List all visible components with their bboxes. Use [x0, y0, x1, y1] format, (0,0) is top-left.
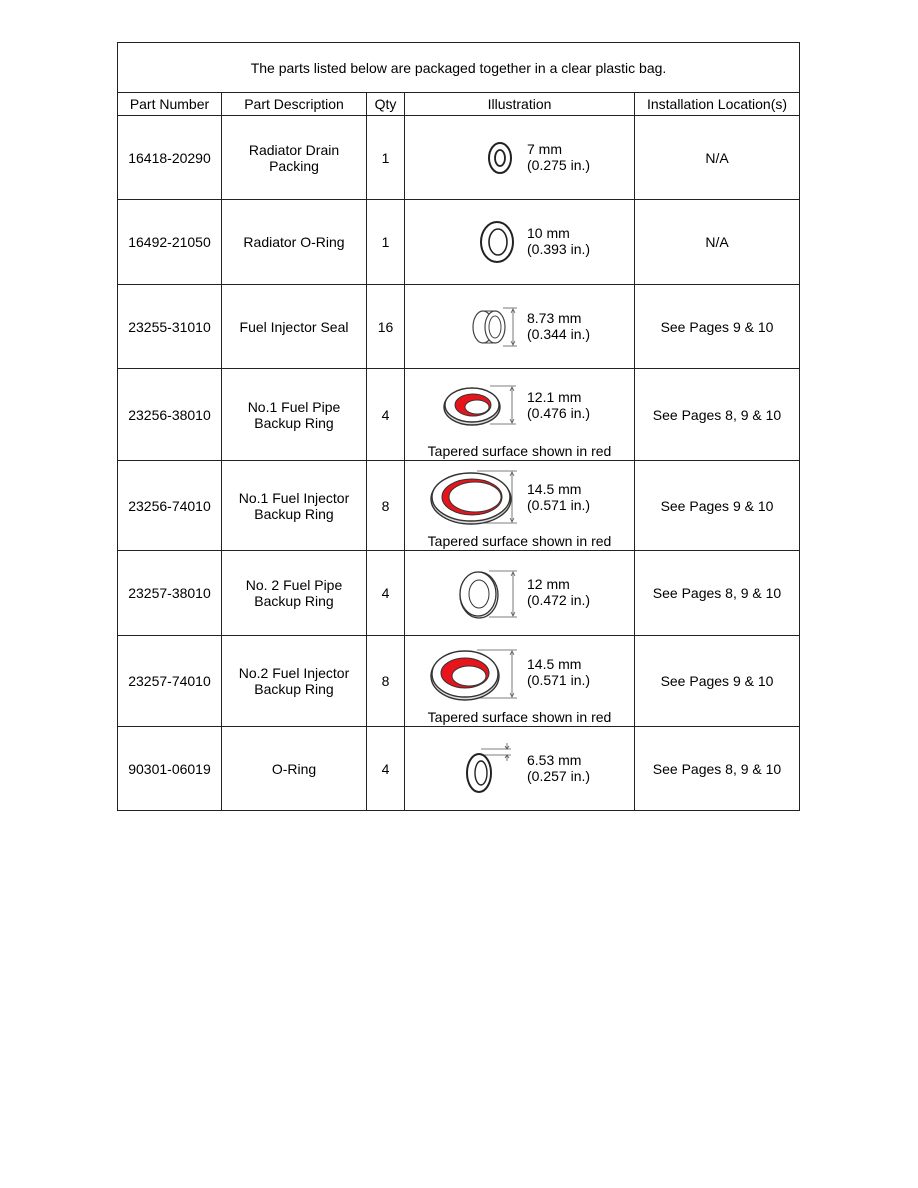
description-cell	[222, 727, 367, 811]
illustration-cell	[405, 285, 635, 369]
qty-cell: 16	[367, 285, 405, 369]
table-row	[118, 285, 800, 369]
dimension-mm: 7 mm	[527, 141, 562, 157]
header-part-description: Part Description	[222, 93, 367, 116]
o-ring-icon	[477, 220, 517, 264]
qty-cell: 1	[367, 200, 405, 285]
illustration-cell	[405, 200, 635, 285]
header-installation-location: Installation Location(s)	[635, 93, 800, 116]
part-number-cell: 23256-74010	[118, 461, 222, 551]
table-row	[118, 200, 800, 285]
dimension-mm: 14.5 mm	[527, 656, 582, 672]
location-cell: See Pages 9 & 10	[635, 461, 800, 551]
table-row	[118, 461, 800, 551]
description-line: No. 2 Fuel Pipe	[245, 577, 343, 593]
qty-cell: 1	[367, 116, 405, 200]
description-cell	[222, 285, 367, 369]
location-cell: See Pages 9 & 10	[635, 285, 800, 369]
location-cell: See Pages 8, 9 & 10	[635, 551, 800, 636]
part-number-cell: 23257-38010	[118, 551, 222, 636]
location-cell: See Pages 8, 9 & 10	[635, 369, 800, 461]
description-line: Radiator O-Ring	[243, 234, 345, 250]
table-row	[118, 369, 800, 461]
o-ring-thick-icon	[459, 743, 523, 795]
part-number-cell: 90301-06019	[118, 727, 222, 811]
backup-ring-tapered-icon	[425, 467, 521, 529]
location-cell: N/A	[635, 116, 800, 200]
illustration-cell	[405, 369, 635, 461]
description-line: No.2 Fuel Injector	[238, 665, 350, 681]
qty-cell: 4	[367, 369, 405, 461]
part-number-cell: 23256-38010	[118, 369, 222, 461]
location-cell: N/A	[635, 200, 800, 285]
backup-ring-tapered-icon	[440, 382, 522, 428]
header-qty: Qty	[367, 93, 405, 116]
illustration-cell	[405, 551, 635, 636]
qty-cell: 4	[367, 727, 405, 811]
dimension-in: (0.393 in.)	[527, 241, 591, 257]
tapered-surface-note: Tapered surface shown in red	[427, 533, 612, 549]
dimension-in: (0.344 in.)	[527, 326, 591, 342]
description-line: No.1 Fuel Injector	[238, 489, 350, 506]
part-number-cell: 16418-20290	[118, 116, 222, 200]
part-number-cell: 23255-31010	[118, 285, 222, 369]
table-row	[118, 636, 800, 727]
backup-ring-icon	[453, 567, 523, 621]
location-cell: See Pages 8, 9 & 10	[635, 727, 800, 811]
dimension-mm: 14.5 mm	[527, 481, 582, 497]
illustration-cell	[405, 461, 635, 551]
dimension-mm: 12.1 mm	[527, 389, 582, 405]
dimension-mm: 10 mm	[527, 225, 570, 241]
description-line: Fuel Injector Seal	[239, 318, 349, 335]
dimension-in: (0.257 in.)	[527, 768, 591, 784]
illustration-cell	[405, 636, 635, 727]
illustration-cell	[405, 116, 635, 200]
description-cell	[222, 636, 367, 727]
dimension-in: (0.571 in.)	[527, 672, 591, 688]
injector-seal-icon	[465, 305, 525, 349]
dimension-in: (0.472 in.)	[527, 592, 591, 608]
illustration-cell	[405, 727, 635, 811]
dimension-mm: 8.73 mm	[527, 310, 582, 326]
table-caption: The parts listed below are packaged together in a clear plastic bag.	[118, 43, 800, 93]
dimension-mm: 12 mm	[527, 576, 570, 592]
description-cell	[222, 369, 367, 461]
tapered-surface-note: Tapered surface shown in red	[427, 709, 612, 725]
description-line: Backup Ring	[254, 505, 334, 522]
table-row	[118, 551, 800, 636]
dimension-mm: 6.53 mm	[527, 752, 582, 768]
description-line: Radiator Drain	[248, 141, 340, 158]
description-line: Backup Ring	[254, 593, 334, 609]
dimension-in: (0.571 in.)	[527, 497, 591, 513]
qty-cell: 8	[367, 461, 405, 551]
description-cell	[222, 551, 367, 636]
description-line: O-Ring	[271, 760, 317, 777]
parts-table	[117, 42, 800, 811]
description-cell	[222, 200, 367, 285]
header-part-number: Part Number	[118, 93, 222, 116]
description-line: Packing	[269, 157, 319, 174]
qty-cell: 4	[367, 551, 405, 636]
part-number-cell: 23257-74010	[118, 636, 222, 727]
description-line: Backup Ring	[254, 681, 334, 697]
dimension-in: (0.275 in.)	[527, 157, 591, 173]
tapered-surface-note: Tapered surface shown in red	[427, 443, 612, 459]
dimension-in: (0.476 in.)	[527, 405, 591, 421]
table-row	[118, 727, 800, 811]
description-line: Backup Ring	[254, 414, 334, 431]
header-illustration: Illustration	[405, 93, 635, 116]
o-ring-small-icon	[485, 140, 515, 176]
description-cell	[222, 116, 367, 200]
description-cell	[222, 461, 367, 551]
description-line: No.1 Fuel Pipe	[247, 398, 341, 415]
backup-ring-tapered-icon	[425, 646, 521, 704]
qty-cell: 8	[367, 636, 405, 727]
location-cell: See Pages 9 & 10	[635, 636, 800, 727]
table-row	[118, 116, 800, 200]
part-number-cell: 16492-21050	[118, 200, 222, 285]
